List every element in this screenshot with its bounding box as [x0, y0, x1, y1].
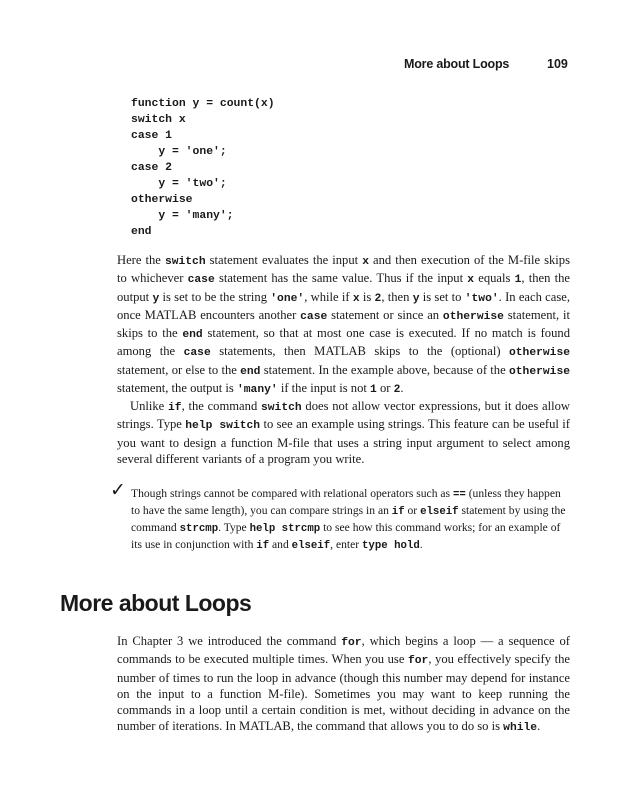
tip-note: [131, 486, 571, 555]
checkmark-icon: ✓: [110, 479, 126, 501]
running-header-title: More about Loops: [404, 57, 510, 71]
section-heading: More about Loops: [60, 590, 252, 616]
switch-explanation: [117, 252, 570, 467]
code-listing: function y = count(x) switch x case 1 y = 'one'; case 2 y = 'two'; otherwise y = 'many'; end: [131, 98, 275, 239]
paragraph-switch-behavior: Here the switch statement evaluates the input x and then execution of the M-file skips to whichever case statement has the same value. Thus if the input x equals 1, then the output y is set to be the string 'one', while if x is 2, then y is set to 'two'. In each case, once MATLAB encounters another case statement or since an otherwise statement, it skips to the end statement, so that at most one case is executed. If no match is found among the case statements, then MATLAB skips to the (optional) otherwise statement, or else to the end statement. In the example above, because of the otherwise statement, the output is 'many' if the input is not 1 or 2.: [117, 253, 570, 396]
tip-text: Though strings cannot be compared with relational operators such as == (unless they happen to have the same length), you can compare strings in an if or elseif statement by using the command strcmp. Type help strcmp to see how this command works; for an example of its use in conjunction with if and elseif, enter type hold.: [131, 487, 566, 553]
paragraph-switch-strings: Unlike if, the command switch does not allow vector expressions, but it does allow strings. Type help switch to see an example using strings. This feature can be useful if you want to design a function M-file that uses a string input argument to select among several different variants of a program you write.: [117, 399, 570, 466]
paragraph-loops-intro: In Chapter 3 we introduced the command for, which begins a loop — a sequence of commands to be executed multiple times. When you use for, you effectively specify the number of times to run the loop in advance (though this number may depend for instance on the input to a function M-file). Sometimes you may want to keep running the commands in a loop until a certain condition is met, without deciding in advance on the number of iterations. In MATLAB, the command that allows you to do so is while.: [117, 634, 570, 735]
page-number: 109: [547, 57, 568, 71]
loops-intro: [117, 633, 570, 737]
